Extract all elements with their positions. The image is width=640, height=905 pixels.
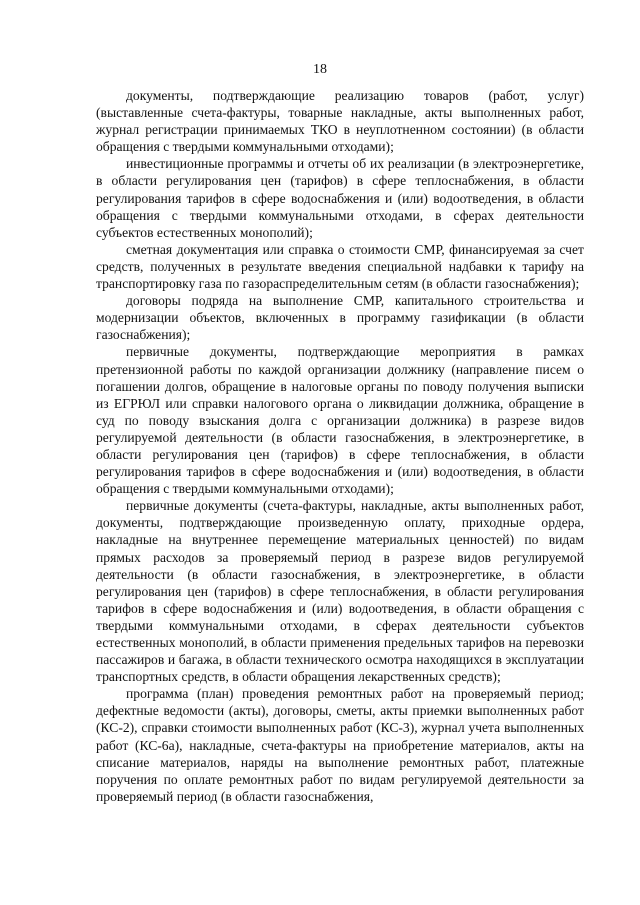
paragraph-claims-work-documents: первичные документы, подтверждающие мероприятия в рамках претензионной работы по каждой организации должнику (направление писем о погашении долгов, обращение в налоговые органы по поводу получения выписки из ЕГРЮЛ или справки налогового органа о ликвидации должника, обращение в суд по поводу взыскания долга с организации должника) в разрезе видов регулируемой деятельности (в области газоснабжения, в электроэнергетике, в области регулирования цен (тарифов) в сфере теплоснабжения, в области регулирования тарифов в сфере водоснабжения и (или) водоотведения, в области обращения с твердыми коммунальными отходами); [96, 344, 584, 497]
paragraph-estimate-documentation: сметная документация или справка о стоимости СМР, финансируемая за счет средств, полученных в результате введения специальной надбавки к тарифу на транспортировку газа по газораспределительным сетям (в области газоснабжения); [96, 241, 584, 292]
document-body [96, 87, 584, 805]
paragraph-construction-contracts: договоры подряда на выполнение СМР, капитального строительства и модернизации объектов, включенных в программу газификации (в области газоснабжения); [96, 293, 584, 343]
paragraph-repair-program: программа (план) проведения ремонтных работ на проверяемый период; дефектные ведомости (акты), договоры, сметы, акты приемки выполненных работ (КС-2), справки стоимости выполненных работ (КС-3), журнал учета выполненных работ (КС-6а), накладные, счета-фактуры на приобретение материалов, акты на списание материалов, наряды на выполнение ремонтных работ, платежные поручения по оплате ремонтных работ по видам регулируемой деятельности за проверяемый период (в области газоснабжения, [96, 686, 584, 804]
paragraph-sales-documents: документы, подтверждающие реализацию товаров (работ, услуг) (выставленные счета-фактуры, товарные накладные, акты выполненных работ, журнал регистрации принимаемых ТКО в неуплотненном состоянии) (в области обращения с твердыми коммунальными отходами); [96, 88, 584, 155]
paragraph-investment-programs: инвестиционные программы и отчеты об их реализации (в электроэнергетике, в области регулирования цен (тарифов) в сфере теплоснабжения, в области регулирования тарифов в сфере водоснабжения и (или) водоотведения, в области обращения с твердыми коммунальными отходами, в сферах деятельности субъектов естественных монополий); [96, 156, 584, 240]
paragraph-direct-expense-documents: первичные документы (счета-фактуры, накладные, акты выполненных работ, документы, подтверждающие произведенную оплату, приходные ордера, накладные на внутреннее перемещение материальных ценностей) по видам прямых расходов за проверяемый период в разрезе видов регулируемой деятельности (в области газоснабжения, в электроэнергетике, в области регулирования цен (тарифов) в сфере теплоснабжения, в области регулирования тарифов в сфере водоснабжения и (или) водоотведения, в области обращения с твердыми коммунальными отходами, в сферах деятельности субъектов естественных монополий, в области применения предельных тарифов на перевозки пассажиров и багажа, в области технического осмотра находящихся в эксплуатации транспортных средств, в области обращения лекарственных средств); [96, 498, 584, 685]
page-number: 18 [313, 62, 327, 77]
